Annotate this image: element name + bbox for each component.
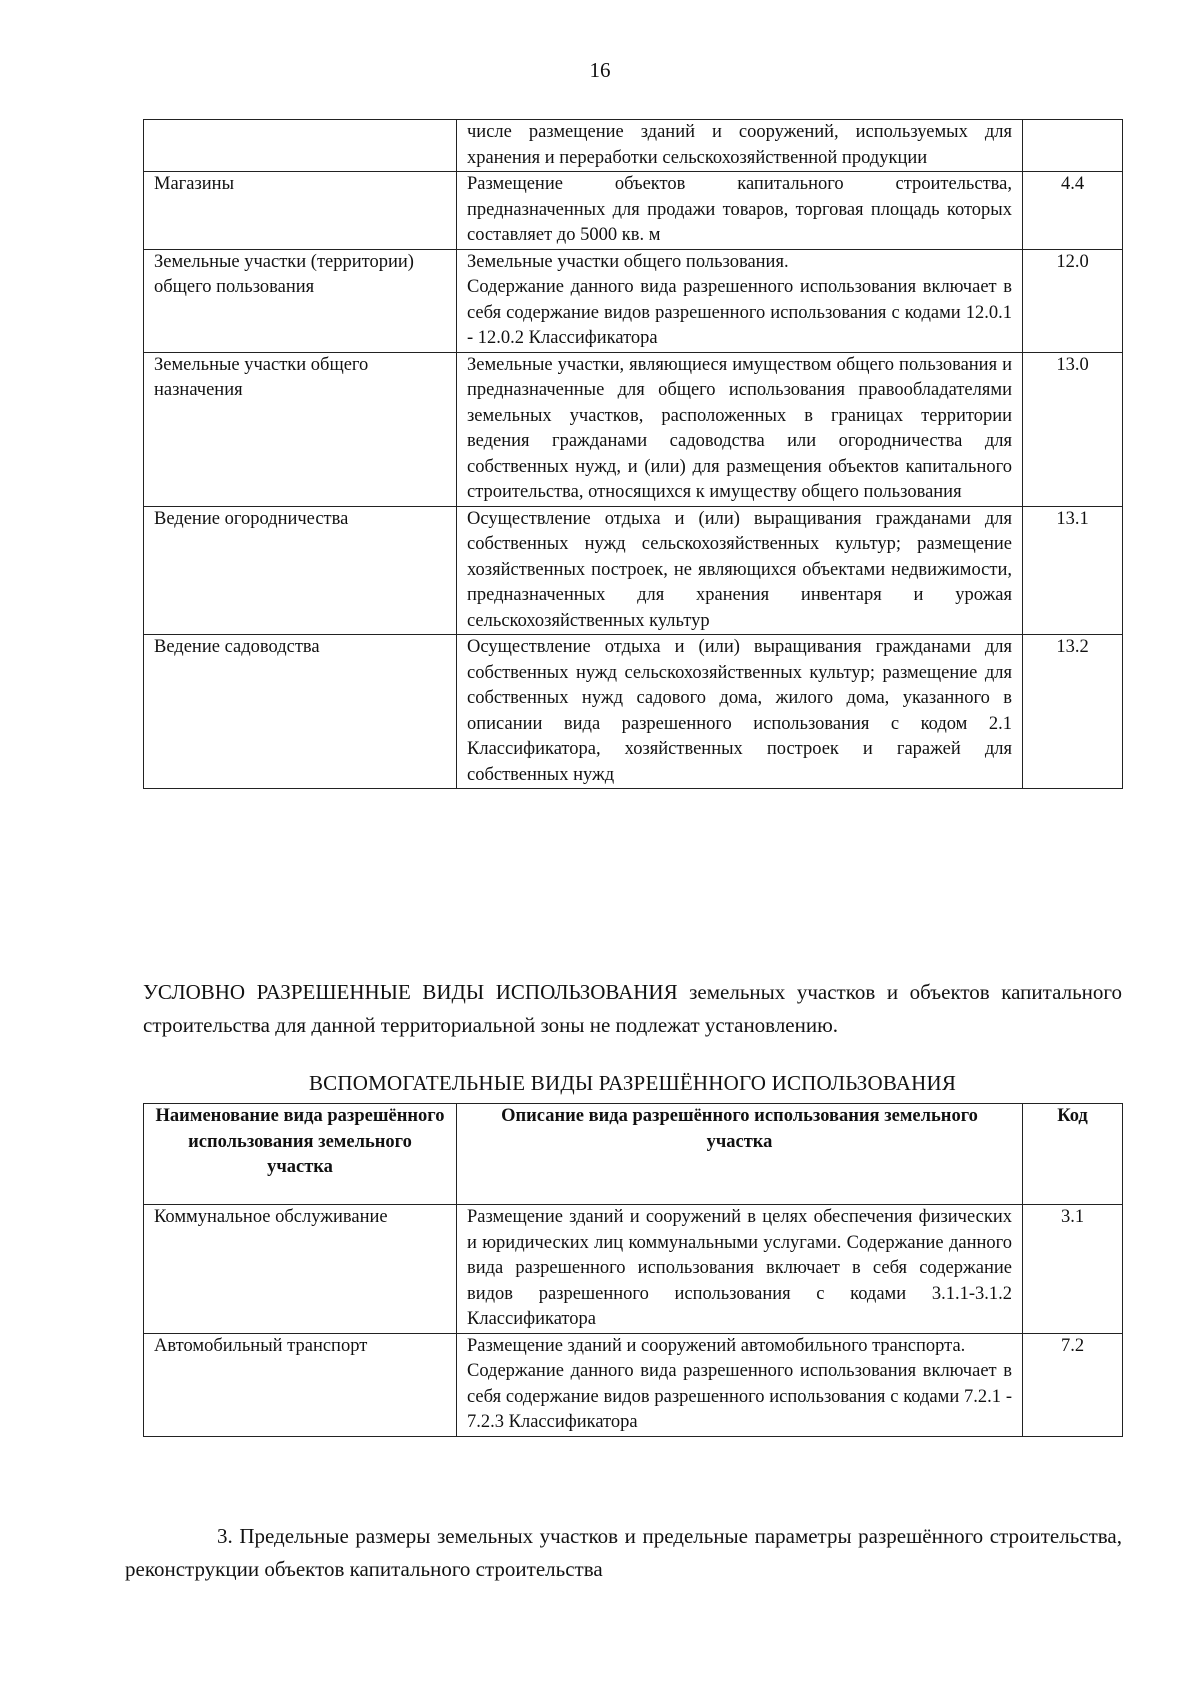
use-code-cell: 3.1 (1023, 1205, 1123, 1334)
table-row (144, 1333, 1123, 1436)
table-row (144, 635, 1123, 789)
permitted-uses-table-continuation (143, 119, 1123, 789)
use-name-cell: Земельные участки (территории) общего пользования (144, 249, 457, 352)
use-code-cell: 13.2 (1023, 635, 1123, 789)
table-row (144, 1205, 1123, 1334)
auxiliary-uses-table-body (144, 1205, 1123, 1437)
page-number: 16 (589, 58, 611, 82)
use-name-cell: Земельные участки общего назначения (144, 352, 457, 506)
use-name-cell: Магазины (144, 172, 457, 250)
table-header-row (144, 1104, 1123, 1205)
use-code-cell: 7.2 (1023, 1333, 1123, 1436)
auxiliary-uses-table (143, 1103, 1123, 1437)
table-row (144, 352, 1123, 506)
table-row (144, 249, 1123, 352)
header-code-cell: Код (1023, 1104, 1123, 1205)
use-code-cell: 13.1 (1023, 506, 1123, 635)
use-description-cell: Осуществление отдыха и (или) выращивания гражданами для собственных нужд сельскохозяйственных культур; размещение хозяйственных построек, не являющихся объектами недвижимости, предназначенных для хранения инвентаря и урожая сельскохозяйственных культур (457, 506, 1023, 635)
use-description-cell: Земельные участки общего пользования. Содержание данного вида разрешенного использования включает в себя содержание видов разрешенного использования с кодами 12.0.1 - 12.0.2 Классификатора (457, 249, 1023, 352)
limits-section-heading: 3. Предельные размеры земельных участков и предельные параметры разрешённого строительства, реконструкции объектов капитального строительства (125, 1524, 1122, 1581)
use-description-cell: числе размещение зданий и сооружений, используемых для хранения и переработки сельскохозяйственной продукции (457, 120, 1023, 172)
use-code-cell: 4.4 (1023, 172, 1123, 250)
use-code-cell: 13.0 (1023, 352, 1123, 506)
table-row (144, 506, 1123, 635)
use-description-cell: Размещение объектов капитального строительства, предназначенных для продажи товаров, торговая площадь которых составляет до 5000 кв. м (457, 172, 1023, 250)
use-name-cell: Ведение огородничества (144, 506, 457, 635)
use-name-cell: Автомобильный транспорт (144, 1333, 457, 1436)
use-name-cell: Коммунальное обслуживание (144, 1205, 457, 1334)
use-code-cell (1023, 120, 1123, 172)
header-name-cell: Наименование вида разрешённого использования земельного участка (144, 1104, 457, 1205)
table-row (144, 172, 1123, 250)
use-description-cell: Размещение зданий и сооружений в целях обеспечения физических и юридических лиц коммунальными услугами. Содержание данного вида разрешенного использования включает в себя содержание видов разрешенного использования с кодами 3.1.1-3.1.2 Классификатора (457, 1205, 1023, 1334)
permitted-uses-table-body (144, 120, 1123, 789)
table-row (144, 120, 1123, 172)
use-description-cell: Осуществление отдыха и (или) выращивания гражданами для собственных нужд сельскохозяйственных культур; размещение для собственных нужд садового дома, жилого дома, указанного в описании вида разрешенного использования с кодом 2.1 Классификатора, хозяйственных построек и гаражей для собственных нужд (457, 635, 1023, 789)
conditional-uses-paragraph: УСЛОВНО РАЗРЕШЕННЫЕ ВИДЫ ИСПОЛЬЗОВАНИЯ земельных участков и объектов капитального строительства для данной территориальной зоны не подлежат установлению. (143, 980, 1122, 1037)
auxiliary-uses-table-header (144, 1104, 1123, 1205)
auxiliary-uses-heading: ВСПОМОГАТЕЛЬНЫЕ ВИДЫ РАЗРЕШЁННОГО ИСПОЛЬЗОВАНИЯ (308, 1071, 957, 1095)
use-description-cell: Размещение зданий и сооружений автомобильного транспорта. Содержание данного вида разрешенного использования включает в себя содержание видов разрешенного использования с кодами 7.2.1 - 7.2.3 Классификатора (457, 1333, 1023, 1436)
use-code-cell: 12.0 (1023, 249, 1123, 352)
use-description-cell: Земельные участки, являющиеся имуществом общего пользования и предназначенные для общего использования правообладателями земельных участков, расположенных в границах территории ведения гражданами садоводства или огородничества для собственных нужд, и (или) для размещения объектов капитального строительства, относящихся к имуществу общего пользования (457, 352, 1023, 506)
use-name-cell: Ведение садоводства (144, 635, 457, 789)
use-name-cell (144, 120, 457, 172)
header-description-cell: Описание вида разрешённого использования земельного участка (457, 1104, 1023, 1205)
